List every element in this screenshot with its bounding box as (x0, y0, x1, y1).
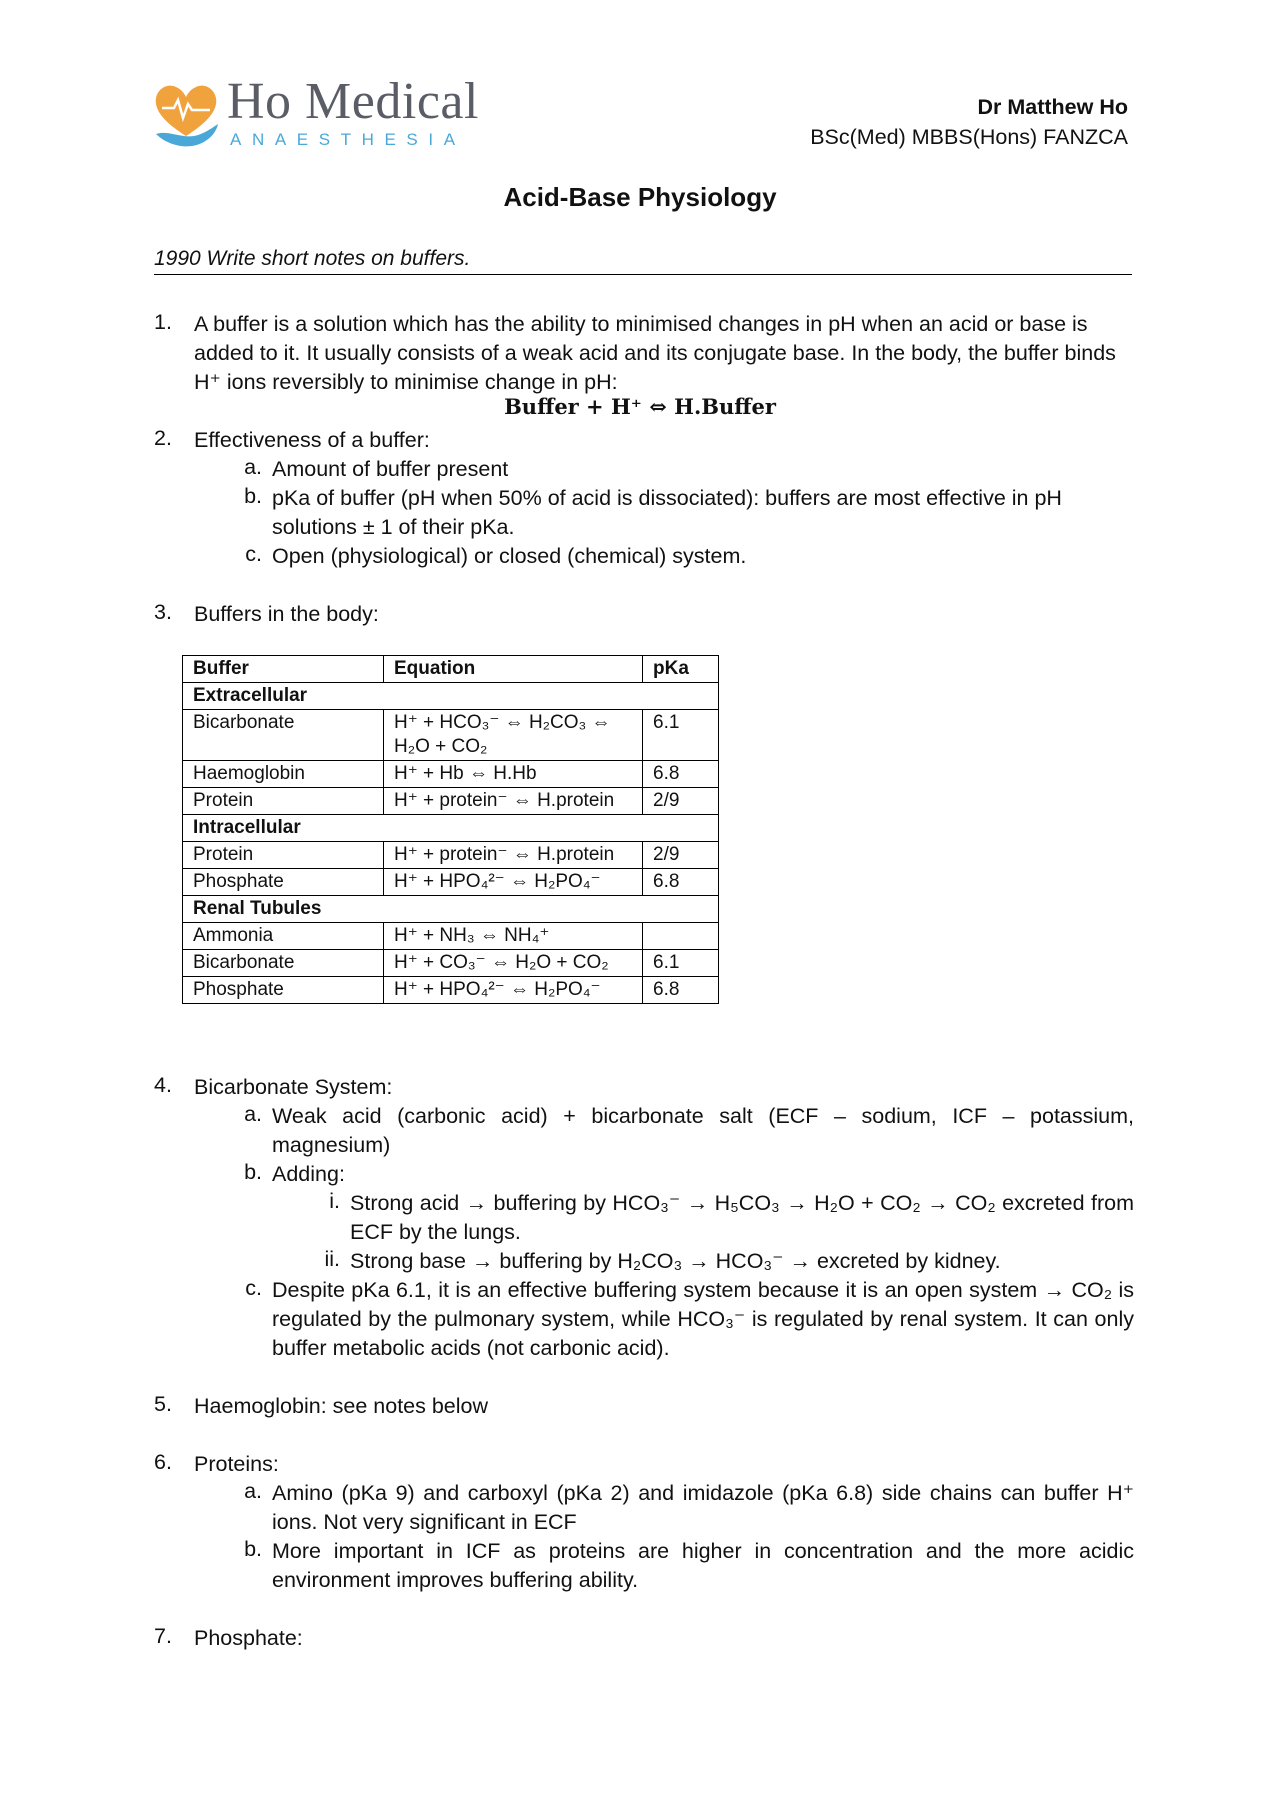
subitem-text: Amount of buffer present (272, 457, 509, 481)
table-header-cell: Equation (384, 656, 643, 683)
table-cell: H⁺ + HCO₃⁻ ⇔ H₂CO₃ ⇔ H₂O + CO₂ (384, 710, 643, 761)
item-text: Effectiveness of a buffer: (194, 428, 430, 452)
item-number: 2. (154, 426, 172, 450)
table-row (183, 869, 719, 896)
table-cell: 2/9 (643, 788, 719, 815)
item-text: A buffer is a solution which has the ability to minimised changes in pH when an acid or base is added to it. It usually consists of a weak acid and its conjugate base. In the body, the buffer binds H⁺ ions reversibly to minimise change in pH: (194, 312, 1116, 394)
table-cell: H⁺ + protein⁻ ⇔ H.protein (384, 842, 643, 869)
table-cell: 6.8 (643, 977, 719, 1004)
subitem-letter: b. (244, 1537, 262, 1561)
table-header-cell: pKa (643, 656, 719, 683)
table-cell: Bicarbonate (183, 950, 384, 977)
item-text: Bicarbonate System: (194, 1075, 393, 1099)
table-row (183, 761, 719, 788)
section-label: Renal Tubules (183, 896, 719, 923)
table-cell: 6.1 (643, 710, 719, 761)
subitem-text: More important in ICF as proteins are higher in concentration and the more acidic environment improves buffering ability. (272, 1539, 1134, 1592)
subitem-letter: b. (244, 1160, 262, 1184)
table-cell: H⁺ + HPO₄²⁻ ⇔ H₂PO₄⁻ (384, 977, 643, 1004)
roman-numeral: i. (329, 1189, 340, 1213)
table-cell: Protein (183, 842, 384, 869)
subitem-letter: c. (245, 1276, 262, 1300)
item-text: Phosphate: (194, 1626, 303, 1650)
exam-question: 1990 Write short notes on buffers. (154, 247, 1132, 275)
roman-item-text: Strong acid → buffering by HCO₃⁻ → H₅CO₃ → H₂O + CO₂ → CO₂ excreted from ECF by the lungs. (350, 1191, 1134, 1244)
section-label: Intracellular (183, 815, 719, 842)
table-cell: Haemoglobin (183, 761, 384, 788)
subitem-text: Open (physiological) or closed (chemical) system. (272, 544, 747, 568)
table-cell: Phosphate (183, 977, 384, 1004)
roman-numeral: ii. (324, 1247, 340, 1271)
table-cell: Bicarbonate (183, 710, 384, 761)
item-text: Buffers in the body: (194, 602, 379, 626)
author-credentials: BSc(Med) MBBS(Hons) FANZCA (810, 125, 1128, 149)
subitem-text: Amino (pKa 9) and carboxyl (pKa 2) and imidazole (pKa 6.8) side chains can buffer H⁺ ions. Not very significant in ECF (272, 1481, 1134, 1534)
subitem-text: pKa of buffer (pH when 50% of acid is dissociated): buffers are most effective in pH solutions ± 1 of their pKa. (272, 486, 1062, 539)
table-cell: Protein (183, 788, 384, 815)
page-title: Acid-Base Physiology (503, 182, 777, 212)
item-number: 4. (154, 1073, 172, 1097)
buffers-table (182, 655, 719, 1004)
table-cell: 6.8 (643, 869, 719, 896)
logo-title: Ho Medical (227, 73, 479, 130)
table-header-row (183, 656, 719, 683)
subitem-letter: a. (244, 1479, 262, 1503)
item-text: Haemoglobin: see notes below (194, 1394, 489, 1418)
item-text: Proteins: (194, 1452, 279, 1476)
subitem-letter: a. (244, 1102, 262, 1126)
table-row (183, 977, 719, 1004)
table-cell: H⁺ + HPO₄²⁻ ⇔ H₂PO₄⁻ (384, 869, 643, 896)
table-cell: Ammonia (183, 923, 384, 950)
table-cell (643, 923, 719, 950)
item-number: 6. (154, 1450, 172, 1474)
table-row (183, 788, 719, 815)
subitem-letter: b. (244, 484, 262, 508)
table-cell: H⁺ + NH₃ ⇔ NH₄⁺ (384, 923, 643, 950)
roman-item-text: Strong base → buffering by H₂CO₃ → HCO₃⁻ → excreted by kidney. (350, 1249, 1001, 1273)
item-number: 1. (154, 310, 172, 334)
table-section-row (183, 683, 719, 710)
table-cell: 6.1 (643, 950, 719, 977)
subitem-letter: c. (245, 542, 262, 566)
table-header-cell: Buffer (183, 656, 384, 683)
subitem-text: Weak acid (carbonic acid) + bicarbonate salt (ECF – sodium, ICF – potassium, magnesium) (272, 1104, 1134, 1157)
table-row (183, 842, 719, 869)
author-name: Dr Matthew Ho (977, 95, 1128, 119)
table-cell: 2/9 (643, 842, 719, 869)
table-cell: 6.8 (643, 761, 719, 788)
table-cell: H⁺ + Hb ⇔ H.Hb (384, 761, 643, 788)
table-section-row (183, 896, 719, 923)
section-label: Extracellular (183, 683, 719, 710)
heart-hand-logo-icon (150, 78, 222, 150)
buffer-equation: Buffer + H⁺ ⇔ H.Buffer (504, 394, 776, 419)
logo (150, 73, 490, 156)
table-section-row (183, 815, 719, 842)
logo-subtitle: ANAESTHESIA (230, 130, 466, 149)
author-block (810, 92, 1128, 152)
table-cell: H⁺ + CO₃⁻ ⇔ H₂O + CO₂ (384, 950, 643, 977)
item-number: 7. (154, 1624, 172, 1648)
item-number: 5. (154, 1392, 172, 1416)
table-row (183, 710, 719, 761)
table-row (183, 950, 719, 977)
subitem-text: Adding: (272, 1162, 345, 1186)
table-cell: H⁺ + protein⁻ ⇔ H.protein (384, 788, 643, 815)
item-number: 3. (154, 600, 172, 624)
subitem-letter: a. (244, 455, 262, 479)
subitem-text: Despite pKa 6.1, it is an effective buffering system because it is an open system → CO₂ is regulated by the pulmonary system, while HCO₃⁻ is regulated by renal system. It can only buffer metabolic acids (not carbonic acid). (272, 1278, 1134, 1360)
table-cell: Phosphate (183, 869, 384, 896)
table-row (183, 923, 719, 950)
